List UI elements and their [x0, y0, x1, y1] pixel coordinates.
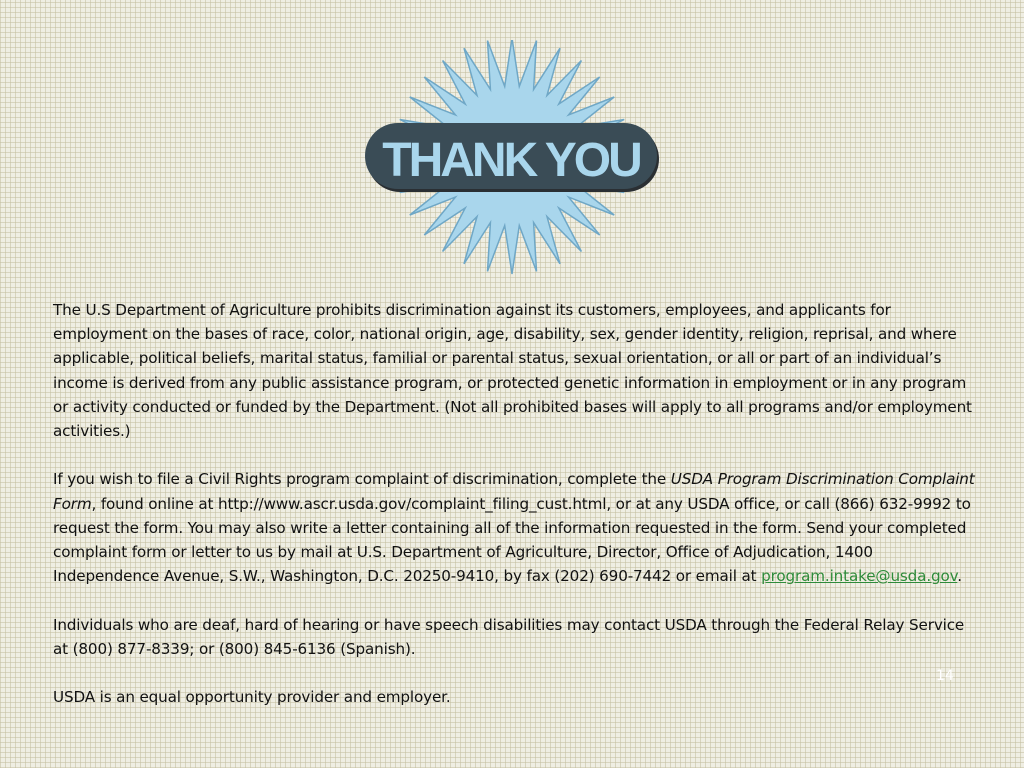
complaint-instructions: , found online at http://www.ascr.usda.gov/complaint_filing_cust.html, or at any USDA office, or call (866) 632-9992 to request the form. You may also write a letter containing all of the information requested in the form. Send your completed complaint form or letter to us by mail at U.S. Department of Agriculture, Director, Office of Adjudication, 1400 Independence Avenue, S.W., Washington, D.C. 20250-9410, by fax (202) 690-7442 or email at — [53, 494, 971, 586]
starburst-icon — [360, 40, 664, 280]
equal-opportunity-paragraph: USDA is an equal opportunity provider and employer. — [53, 688, 451, 707]
slide-number: 14 — [936, 668, 954, 684]
nondiscrimination-paragraph: The U.S Department of Agriculture prohibits discrimination against its customers, employees, and applicants for employment on the bases of race, color, national origin, age, disability, sex, gender identity, religion, reprisal, and where applicable, political beliefs, marital status, familial or parental status, sexual orientation, or all or part of an individual’s income is derived from any public assistance program, or protected genetic information in employment or in any program or activity conducted or funded by the Department. (Not all prohibited bases will apply to all programs and/or employment activities.) — [53, 301, 972, 441]
thank-you-graphic — [360, 40, 664, 280]
complaint-end: . — [957, 567, 962, 586]
thank-you-text: THANK YOU — [382, 134, 640, 187]
complaint-form-name: USDA Program Discrimination Complaint Form — [53, 470, 975, 513]
complaint-paragraph — [53, 467, 978, 588]
email-link[interactable]: program.intake@usda.gov — [761, 567, 958, 586]
relay-service-paragraph: Individuals who are deaf, hard of hearing or have speech disabilities may contact USDA through the Federal Relay Service at (800) 877-8339; or (800) 845-6136 (Spanish). — [53, 615, 965, 658]
disclaimer-text — [53, 298, 978, 734]
complaint-intro: If you wish to file a Civil Rights program complaint of discrimination, complete the — [53, 470, 671, 489]
